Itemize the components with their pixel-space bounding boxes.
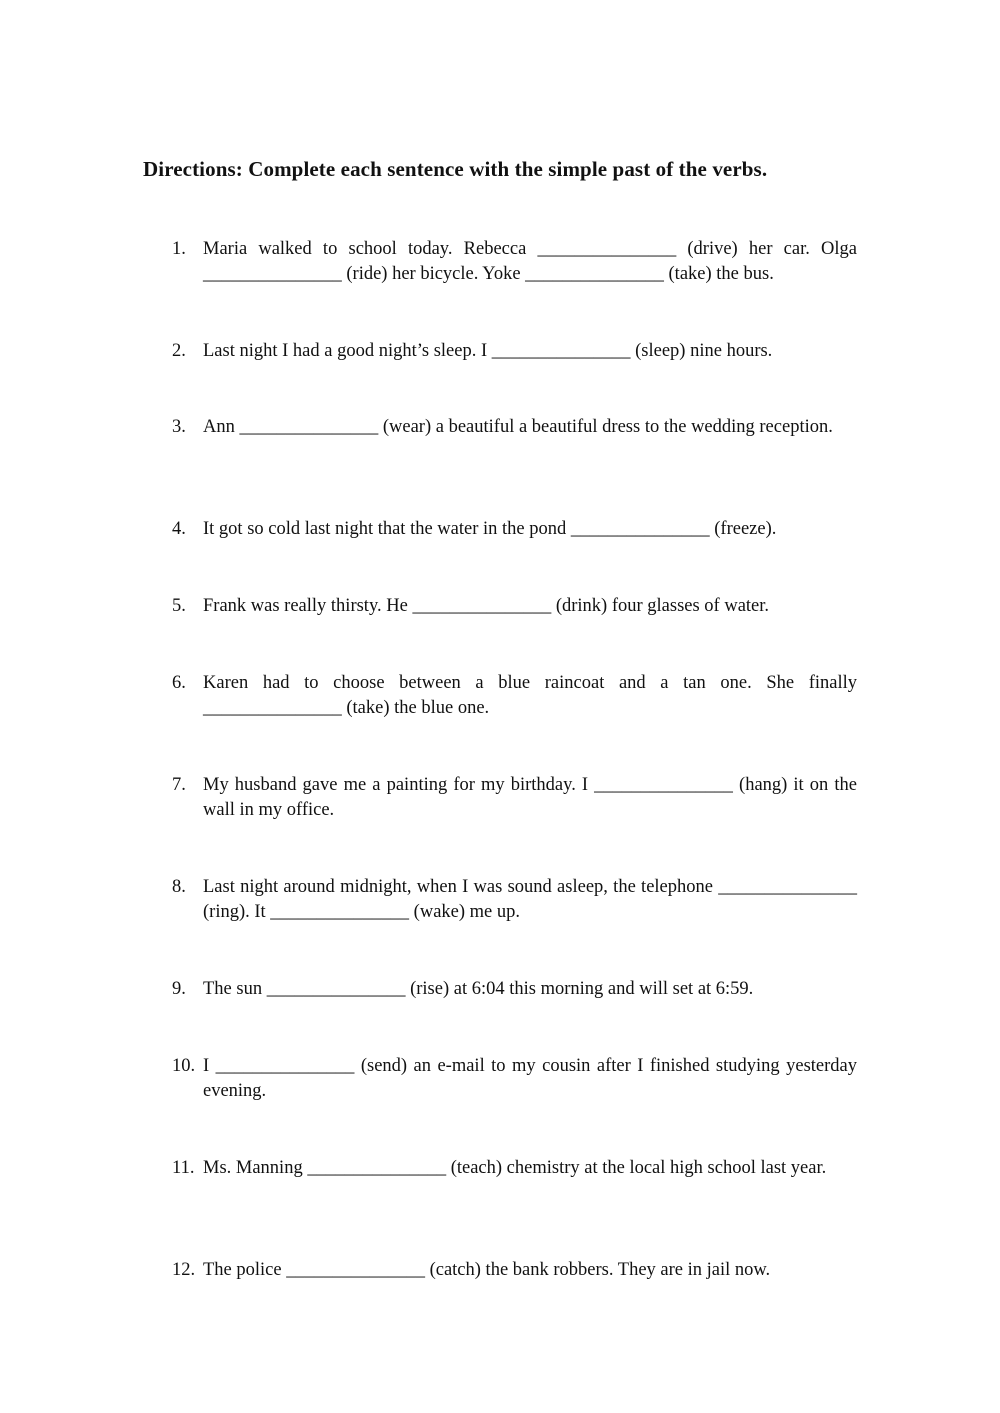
question-item: [172, 671, 857, 721]
question-number: 11.: [172, 1158, 195, 1178]
question-text: Last night around midnight, when I was sound asleep, the telephone _______________ (ring). It _______________ (wake) me up.: [203, 877, 857, 922]
question-number: 12.: [172, 1260, 196, 1280]
question-text: Ann _______________ (wear) a beautiful a beautiful dress to the wedding reception.: [203, 417, 833, 437]
question-text: Maria walked to school today. Rebecca _______________ (drive) her car. Olga _______________ (ride) her bicycle. Yoke _______________ (take) the bus.: [203, 239, 857, 284]
question-item: [172, 1054, 857, 1104]
question-text: Ms. Manning _______________ (teach) chemistry at the local high school last year.: [203, 1158, 827, 1178]
question-number: 6.: [172, 673, 186, 693]
question-item: [172, 977, 857, 1002]
question-item: [172, 773, 857, 823]
question-number: 5.: [172, 596, 186, 616]
question-text: Frank was really thirsty. He _______________ (drink) four glasses of water.: [203, 596, 770, 616]
question-number: 2.: [172, 341, 186, 361]
question-number: 1.: [172, 239, 186, 259]
question-number: 3.: [172, 417, 186, 437]
question-number: 8.: [172, 877, 186, 897]
question-item: [172, 237, 857, 287]
question-text: Karen had to choose between a blue raincoat and a tan one. She finally _______________ (take) the blue one.: [203, 673, 857, 718]
question-text: My husband gave me a painting for my birthday. I _______________ (hang) it on the wall in my office.: [203, 775, 857, 820]
question-number: 9.: [172, 979, 186, 999]
question-item: [172, 517, 857, 542]
question-number: 7.: [172, 775, 186, 795]
question-text: I _______________ (send) an e-mail to my cousin after I finished studying yesterday evening.: [203, 1056, 857, 1101]
question-item: [172, 1156, 857, 1181]
question-item: [172, 1258, 857, 1283]
question-item: [172, 415, 857, 440]
question-text: It got so cold last night that the water in the pond _______________ (freeze).: [203, 519, 777, 539]
question-text: The police _______________ (catch) the bank robbers. They are in jail now.: [203, 1260, 771, 1280]
question-number: 10.: [172, 1056, 196, 1076]
question-item: [172, 594, 857, 619]
question-item: [172, 875, 857, 925]
question-text: The sun _______________ (rise) at 6:04 this morning and will set at 6:59.: [203, 979, 754, 999]
directions-heading: Directions: Complete each sentence with the simple past of the verbs.: [143, 157, 768, 181]
question-item: [172, 339, 857, 364]
question-text: Last night I had a good night’s sleep. I _______________ (sleep) nine hours.: [203, 341, 773, 361]
question-number: 4.: [172, 519, 186, 539]
